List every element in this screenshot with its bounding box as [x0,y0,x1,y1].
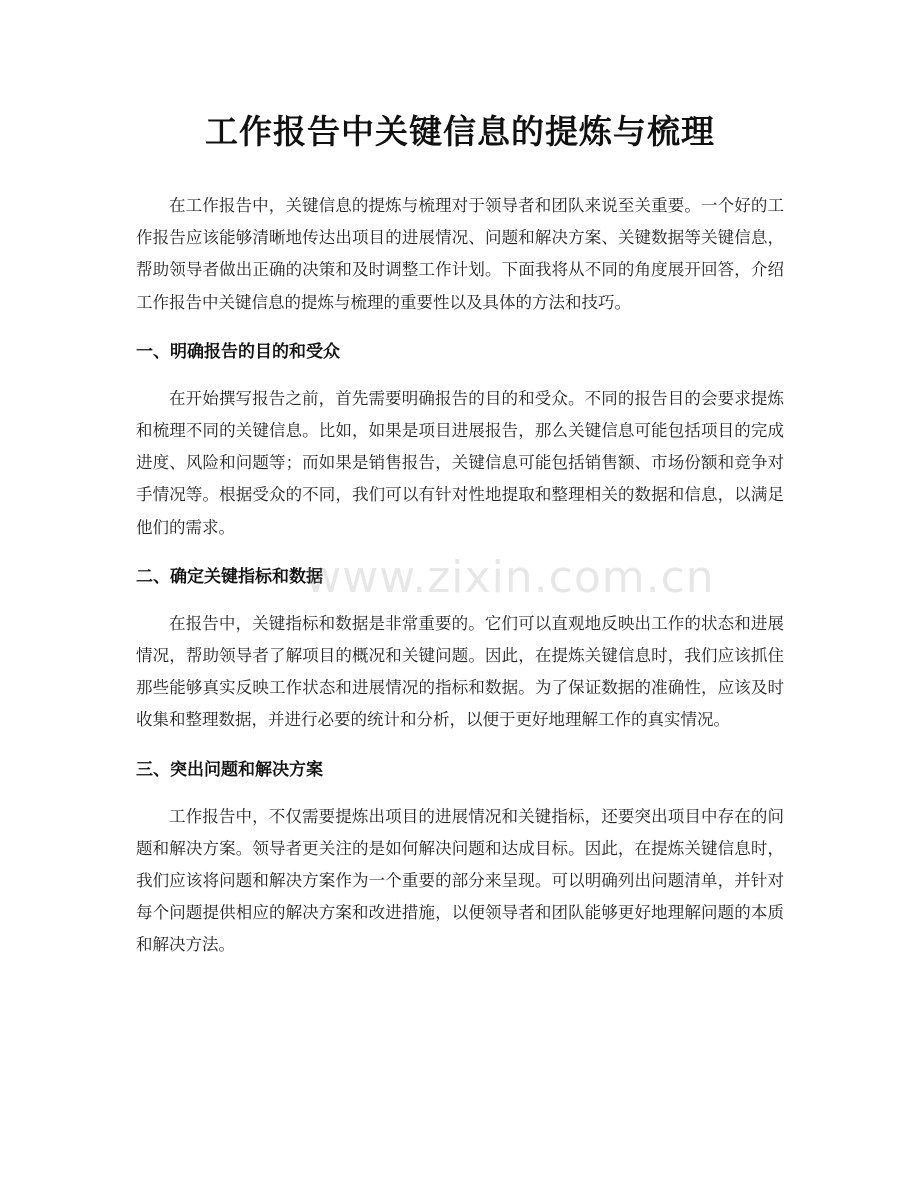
watermark-text: www.zixin.com.cn [305,552,715,603]
section-heading-problems: 三、突出问题和解决方案 [136,759,323,780]
section-heading-purpose: 一、明确报告的目的和受众 [136,341,340,362]
section-body-metrics: 在报告中，关键指标和数据是非常重要的。它们可以直观地反映出工作的状态和进展情况，帮助领导者了解项目的概况和关键问题。因此，在提炼关键信息时，我们应该抓住那些能够真实反映工作状态和进展情况的指标和数据。为了保证数据的准确性，应该及时收集和整理数据，并进行必要的统计和分析，以便于更好地理解工作的真实情况。 [136,613,784,730]
section-body-problems: 工作报告中，不仅需要提炼出项目的进展情况和关键指标，还要突出项目中存在的问题和解决方案。领导者更关注的是如何解决问题和达成目标。因此，在提炼关键信息时，我们应该将问题和解决方案作为一个重要的部分来呈现。可以明确列出问题清单，并针对每个问题提供相应的解决方案和改进措施，以便领导者和团队能够更好地理解问题的本质和解决方法。 [136,806,784,955]
document-title: 工作报告中关键信息的提炼与梳理 [205,112,715,151]
section-heading-metrics: 二、确定关键指标和数据 [136,566,323,587]
section-body-purpose: 在开始撰写报告之前，首先需要明确报告的目的和受众。不同的报告目的会要求提炼和梳理不同的关键信息。比如，如果是项目进展报告，那么关键信息可能包括项目的完成进度、风险和问题等；而如果是销售报告，关键信息可能包括销售额、市场份额和竞争对手情况等。根据受众的不同，我们可以有针对性地提取和整理相关的数据和信息，以满足他们的需求。 [136,388,784,537]
intro-paragraph: 在工作报告中，关键信息的提炼与梳理对于领导者和团队来说至关重要。一个好的工作报告应该能够清晰地传达出项目的进展情况、问题和解决方案、关键数据等关键信息，帮助领导者做出正确的决策和及时调整工作计划。下面我将从不同的角度展开回答，介绍工作报告中关键信息的提炼与梳理的重要性以及具体的方法和技巧。 [136,196,784,312]
